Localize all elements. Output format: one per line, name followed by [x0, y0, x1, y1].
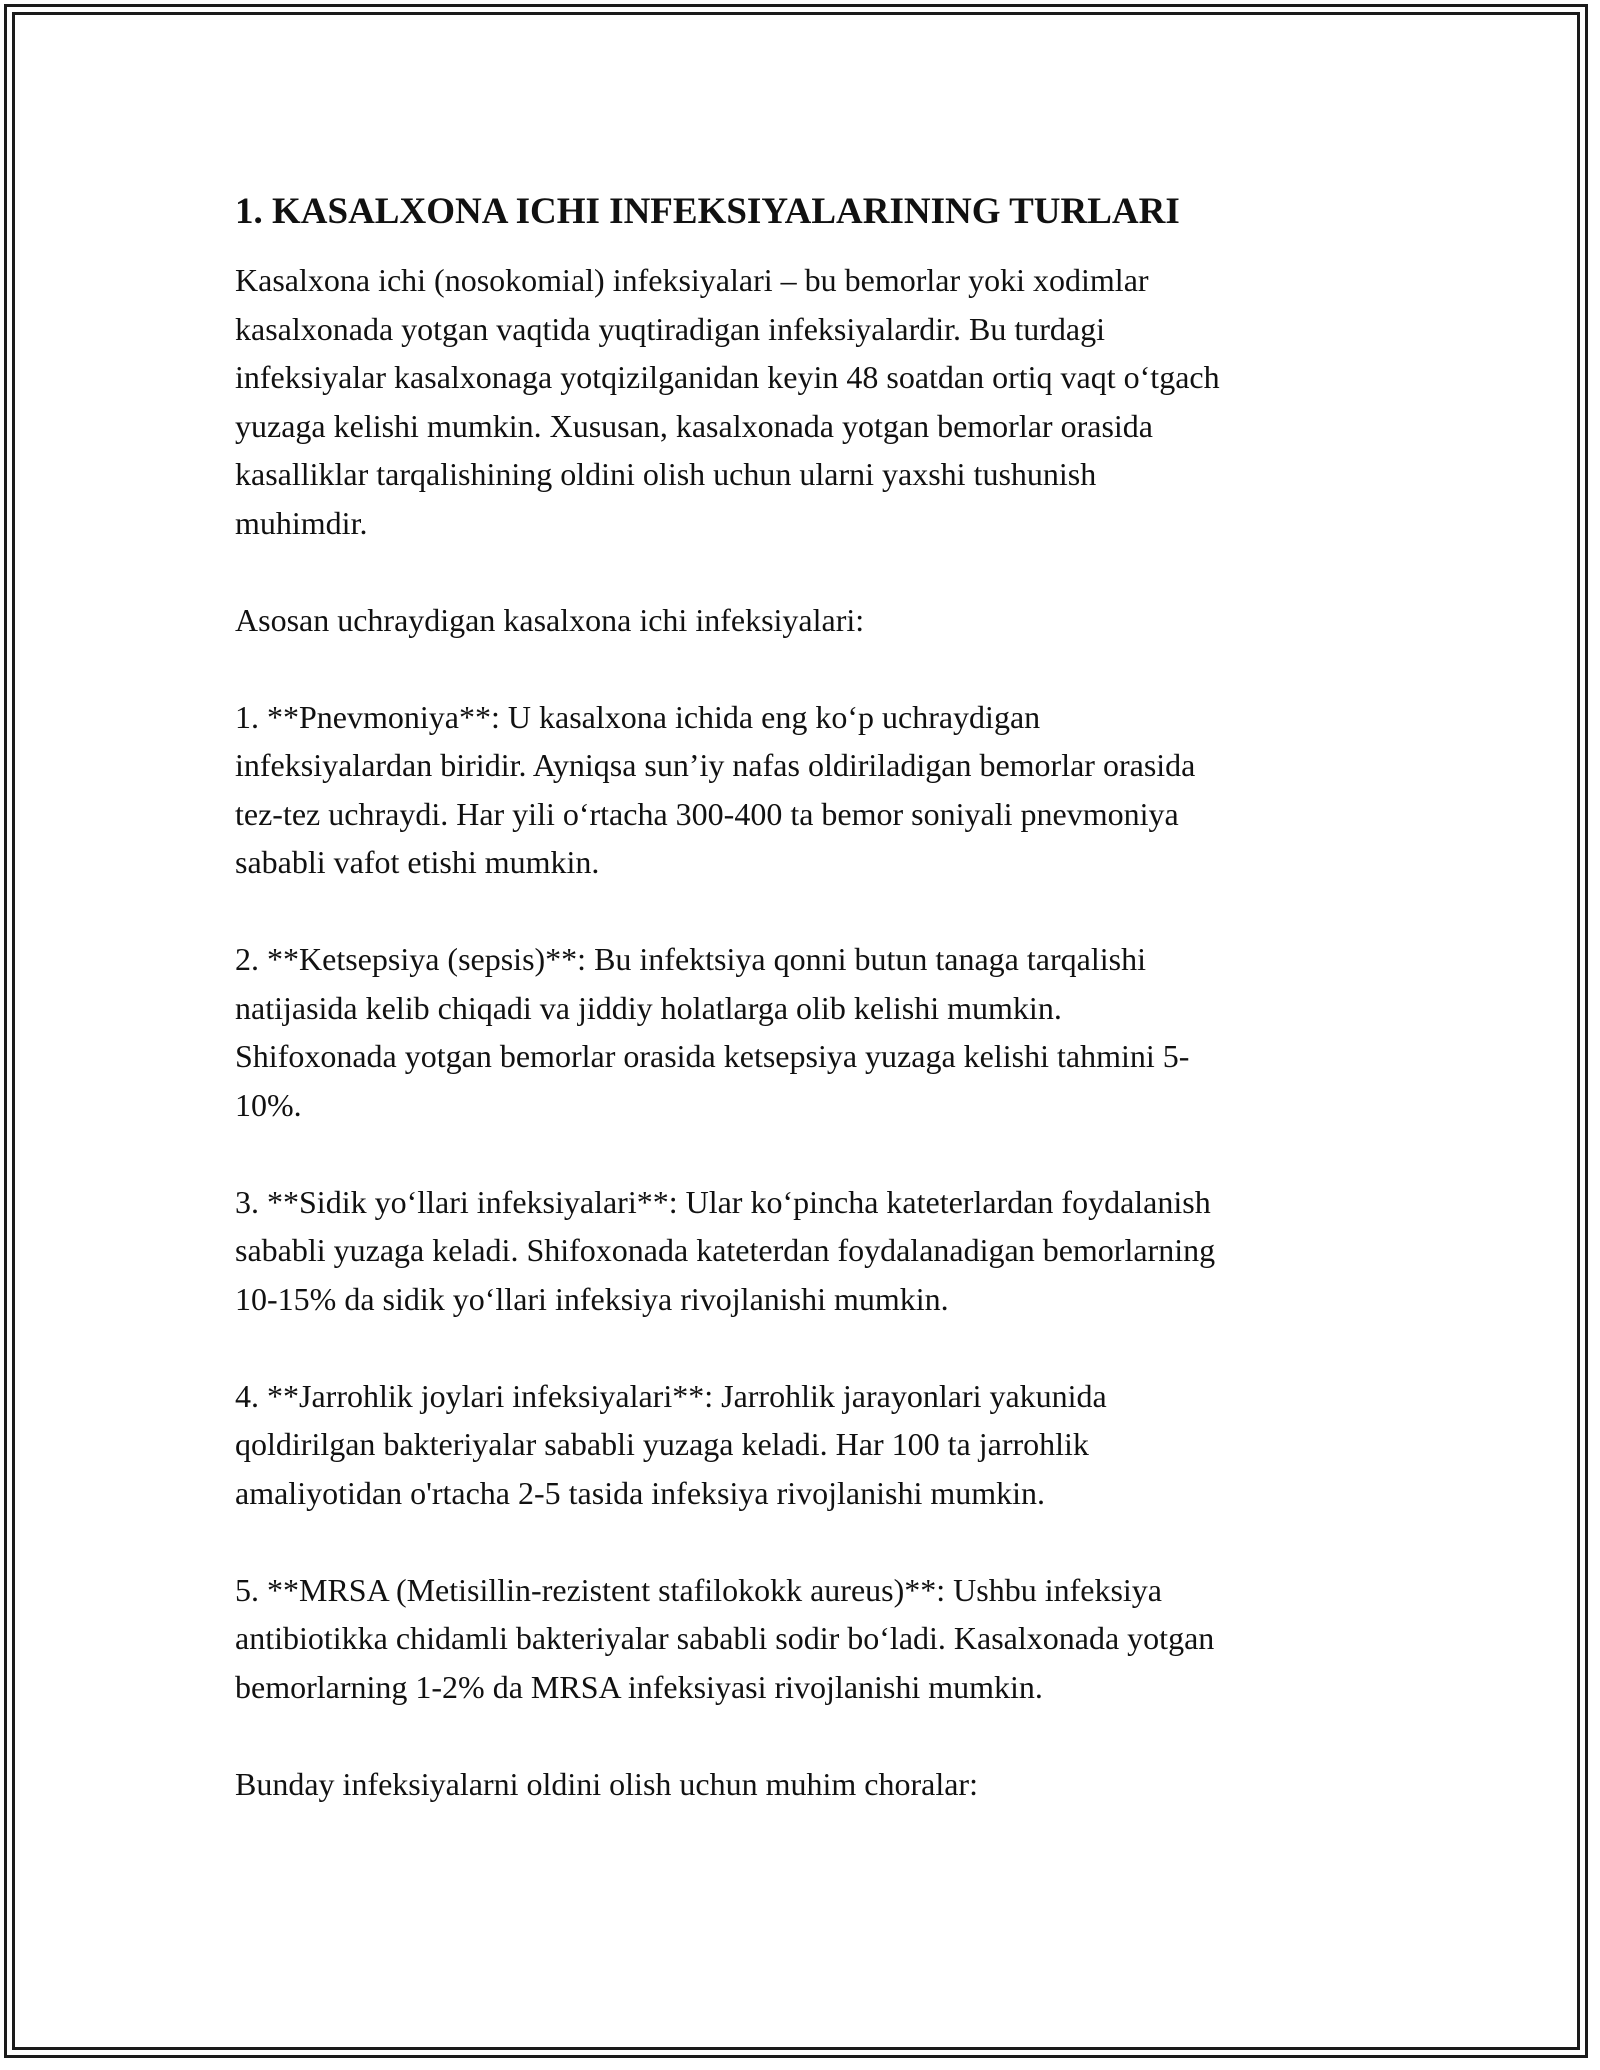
list-item-surgical: 4. **Jarrohlik joylari infeksiyalari**: Jarrohlik jarayonlari yakunida qoldirilgan bakteriyalar sababli yuzaga keladi. Har 100 ta jarrohlik amaliyotidan o'rtacha 2-5 tasida infeksiya rivojlanishi mumkin.	[235, 1377, 1107, 1511]
paragraph-gap	[235, 1711, 1375, 1760]
paragraph-gap	[235, 887, 1375, 936]
document-body	[235, 188, 1375, 1808]
paragraph-gap	[235, 547, 1375, 596]
paragraph-gap	[235, 1323, 1375, 1372]
list-item-urinary: 3. **Sidik yo‘llari infeksiyalari**: Ular ko‘pincha kateterlardan foydalanish sababli yuzaga keladi. Shifoxonada kateterdan foydalanadigan bemorlarning 10-15% da sidik yo‘llari infeksiya rivojlanishi mumkin.	[235, 1183, 1216, 1317]
list-heading: Asosan uchraydigan kasalxona ichi infeksiyalari:	[235, 601, 865, 638]
list-item-pneumonia: 1. **Pnevmoniya**: U kasalxona ichida eng ko‘p uchraydigan infeksiyalardan biridir. Ayniqsa sun’iy nafas oldiriladigan bemorlar orasida tez-tez uchraydi. Har yili o‘rtacha 300-400 ta bemor soniyali pnevmoniya sababli vafot etishi mumkin.	[235, 698, 1196, 880]
document-title: 1. KASALXONA ICHI INFEKSIYALARINING TURLARI	[235, 191, 1180, 232]
paragraph-gap	[235, 1517, 1375, 1566]
closing-paragraph: Bunday infeksiyalarni oldini olish uchun muhim choralar:	[235, 1765, 978, 1802]
paragraph-gap	[235, 1129, 1375, 1178]
intro-paragraph: Kasalxona ichi (nosokomial) infeksiyalari – bu bemorlar yoki xodimlar kasalxonada yotgan vaqtida yuqtiradigan infeksiyalardir. Bu turdagi infeksiyalar kasalxonaga yotqizilganidan keyin 48 soatdan ortiq vaqt o‘tgach yuzaga kelishi mumkin. Xususan, kasalxonada yotgan bemorlar orasida kasalliklar tarqalishining oldini olish uchun ularni yaxshi tushunish muhimdir.	[235, 262, 1220, 541]
paragraph-gap	[235, 644, 1375, 693]
list-item-sepsis: 2. **Ketsepsiya (sepsis)**: Bu infektsiya qonni butun tanaga tarqalishi natijasida kelib chiqadi va jiddiy holatlarga olib kelishi mumkin. Shifoxonada yotgan bemorlar orasida ketsepsiya yuzaga kelishi tahmini 5- 10%.	[235, 941, 1190, 1123]
list-item-mrsa: 5. **MRSA (Metisillin-rezistent stafilokokk aureus)**: Ushbu infeksiya antibiotikka chidamli bakteriyalar sababli sodir bo‘ladi. Kasalxonada yotgan bemorlarning 1-2% da MRSA infeksiyasi rivojlanishi mumkin.	[235, 1571, 1215, 1705]
